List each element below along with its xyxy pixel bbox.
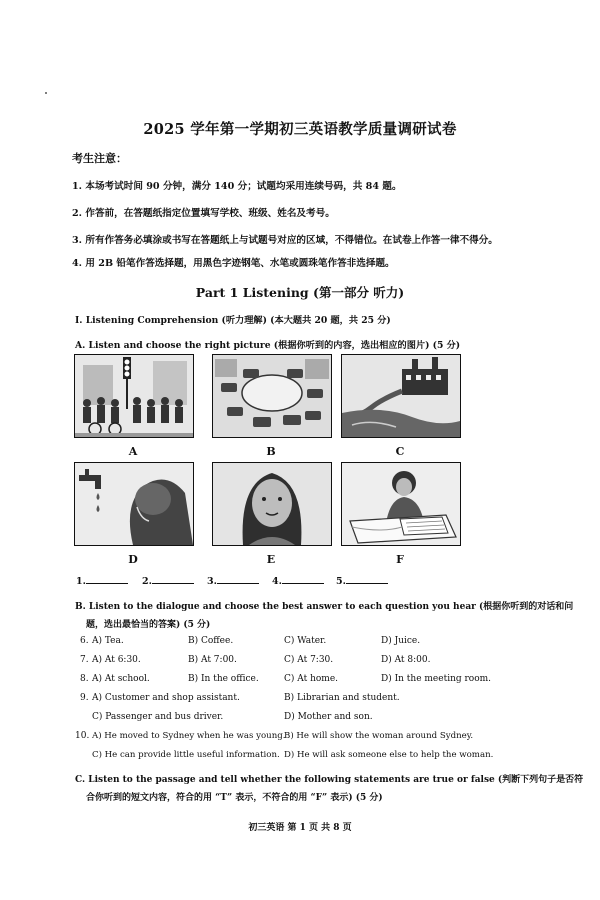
picture-b [212, 354, 332, 438]
section-c-heading-line1: C. Listen to the passage and tell whether the following statements are true or false (判断下列句子是否符 [75, 775, 584, 785]
question-8-option-c[interactable]: C) At home. [284, 674, 339, 684]
question-8-option-a[interactable]: A) At school. [92, 674, 150, 684]
question-6-number: 6. [80, 636, 89, 646]
picture-c [341, 354, 461, 438]
notice-item-3: 3. 所有作答务必填涂或书写在答题纸上与试题号对应的区域，不得错位。在试卷上作答一律不得分。 [72, 235, 498, 246]
notice-heading: 考生注意： [72, 152, 127, 165]
picture-f [341, 462, 461, 546]
question-7-option-a[interactable]: A) At 6:30. [92, 655, 141, 665]
question-10-option-d[interactable]: D) He will ask someone else to help the woman. [284, 750, 494, 760]
picture-e-label: E [266, 553, 276, 566]
picture-d [74, 462, 194, 546]
question-8-number: 8. [80, 674, 89, 684]
notice-item-2: 2. 作答前，在答题纸指定位置填写学校、班级、姓名及考号。 [72, 208, 335, 219]
blank-1[interactable] [76, 574, 128, 587]
notice-item-1: 1. 本场考试时间 90 分钟，满分 140 分；试题均采用连续号码，共 84 题。 [72, 181, 402, 192]
question-6-option-d[interactable]: D) Juice. [381, 636, 421, 646]
question-7-option-c[interactable]: C) At 7:30. [284, 655, 334, 665]
blank-1-label: 1. [76, 576, 86, 587]
picture-d-label: D [128, 553, 138, 566]
question-10-option-c[interactable]: C) He can provide little useful information. [92, 750, 280, 760]
blank-3-label: 3. [207, 576, 217, 587]
blank-5[interactable] [336, 574, 388, 587]
dripping-tap-icon [75, 463, 193, 545]
question-10-option-b[interactable]: B) He will show the woman around Sydney. [284, 731, 474, 741]
girl-writing-icon [342, 463, 460, 545]
question-9-option-c[interactable]: C) Passenger and bus driver. [92, 712, 224, 722]
section-1-heading: I. Listening Comprehension (听力理解) (本大题共 20 题，共 25 分) [75, 315, 391, 326]
page-footer: 初三英语 第 1 页 共 8 页 [248, 823, 352, 833]
picture-f-label: F [396, 553, 404, 566]
page-title: 2025 学年第一学期初三英语教学质量调研试卷 [143, 121, 457, 138]
blank-5-label: 5. [336, 576, 346, 587]
section-b-heading-line2: 题，选出最恰当的答案) (5 分) [86, 620, 211, 630]
part-1-title: Part 1 Listening (第一部分 听力) [195, 285, 405, 300]
question-7-option-b[interactable]: B) At 7:00. [188, 655, 237, 665]
scan-speck [45, 92, 47, 94]
picture-a-label: A [128, 445, 138, 458]
picture-c-label: C [395, 445, 405, 458]
question-6-option-c[interactable]: C) Water. [284, 636, 327, 646]
blank-2[interactable] [142, 574, 194, 587]
factory-pollution-icon [342, 355, 460, 437]
blank-3[interactable] [207, 574, 259, 587]
question-7-option-d[interactable]: D) At 8:00. [381, 655, 431, 665]
blank-4-label: 4. [272, 576, 282, 587]
question-9-option-a[interactable]: A) Customer and shop assistant. [92, 693, 240, 703]
question-7-number: 7. [80, 655, 89, 665]
question-10-number: 10. [75, 731, 90, 741]
question-8-option-d[interactable]: D) In the meeting room. [381, 674, 492, 684]
section-b-heading-line1: B. Listen to the dialogue and choose the best answer to each question you hear (根据你听到的对话和问 [75, 602, 574, 612]
notice-item-4: 4. 用 2B 铅笔作答选择题，用黑色字迹钢笔、水笔或圆珠笔作答非选择题。 [72, 258, 395, 269]
blank-2-label: 2. [142, 576, 152, 587]
traffic-jam-icon [213, 355, 331, 437]
picture-a [74, 354, 194, 438]
girl-portrait-icon [213, 463, 331, 545]
blank-4[interactable] [272, 574, 324, 587]
crowd-at-traffic-light-icon [75, 355, 193, 437]
section-a-heading: A. Listen and choose the right picture (根据你听到的内容，选出相应的图片) (5 分) [75, 340, 461, 351]
picture-b-label: B [266, 445, 276, 458]
question-9-option-d[interactable]: D) Mother and son. [284, 712, 373, 722]
question-6-option-a[interactable]: A) Tea. [92, 636, 124, 646]
question-10-option-a[interactable]: A) He moved to Sydney when he was young. [92, 731, 286, 741]
section-c-heading-line2: 合你听到的短文内容，符合的用 “T” 表示，不符合的用 “F” 表示) (5 分) [86, 793, 383, 803]
question-9-option-b[interactable]: B) Librarian and student. [284, 693, 400, 703]
question-8-option-b[interactable]: B) In the office. [188, 674, 259, 684]
question-9-number: 9. [80, 693, 89, 703]
question-6-option-b[interactable]: B) Coffee. [188, 636, 234, 646]
picture-e [212, 462, 332, 546]
